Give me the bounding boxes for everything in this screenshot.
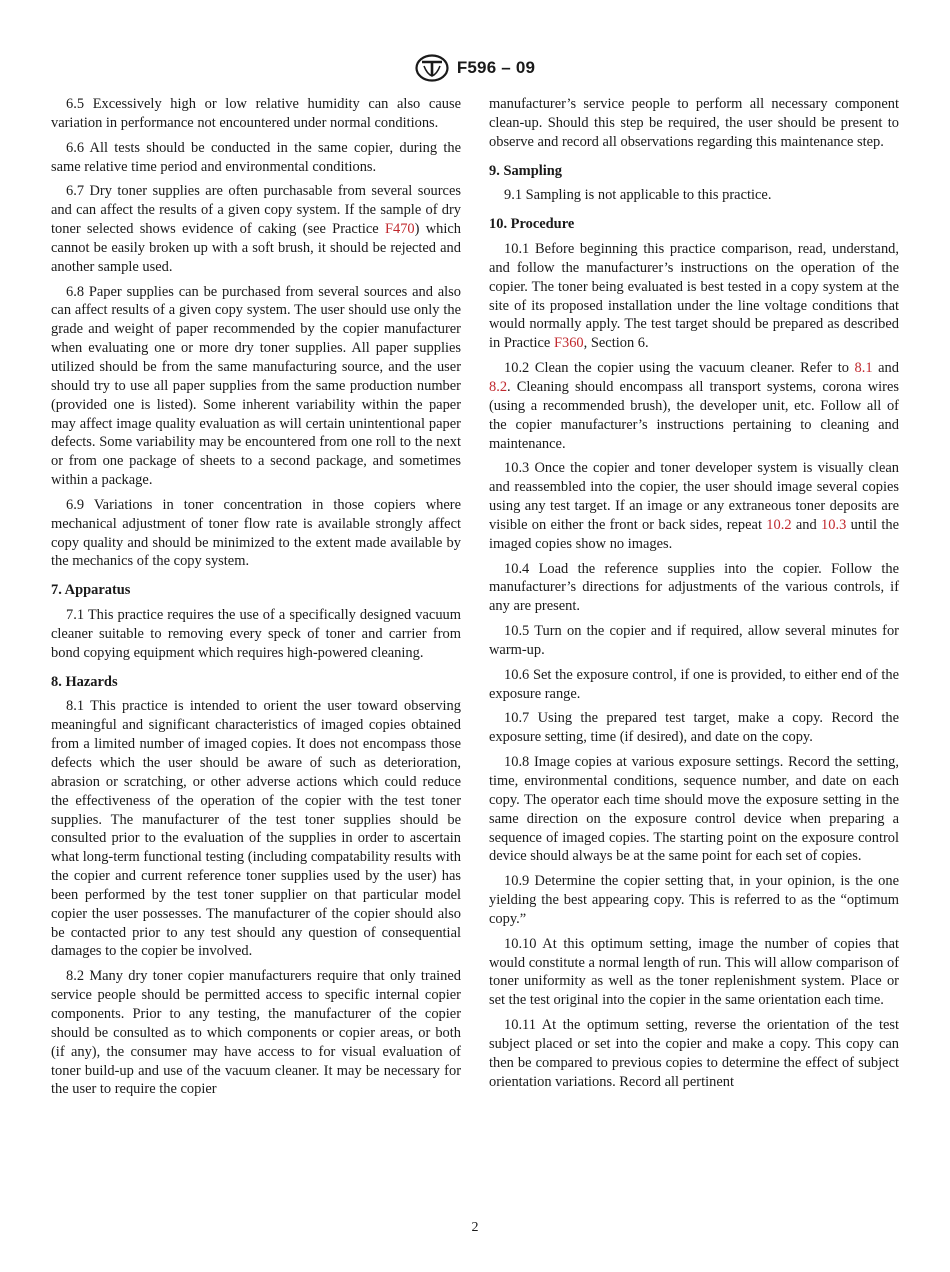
paragraph-text: . Cleaning should encompass all transport systems, corona wires (using a recommended brush), the developer unit, etc. Follow all of the copier manufacturer’s instructions pertaining to cleaning and maintenance. [489, 378, 899, 452]
section-8-1-link[interactable]: 8.1 [854, 360, 873, 377]
paragraph-text: 10.2 Clean the copier using the vacuum cleaner. Refer to [504, 360, 855, 377]
paragraph-text: 6.7 Dry toner supplies are often purchasable from several sources and can affect the results of a given copy system. If the sample of dry toner selected shows evidence of caking (see Practice [51, 183, 461, 238]
paragraph-6-6: 6.6 All tests should be conducted in the same copier, during the same relative time period and environmental conditions. [51, 139, 461, 175]
paragraph-10-2 [489, 359, 899, 453]
section-heading-sampling: 9. Sampling [489, 162, 563, 179]
paragraph-text: 10.1 Before beginning this practice comparison, read, understand, and follow the manufacturer’s instructions on the operation of the copier. The toner being evaluated is best tested in a copy system at the site of its proposed installation under the line voltage conditions that would normally apply. The test target should be prepared as described in Practice [489, 241, 899, 352]
paragraph-10-1 [489, 240, 899, 353]
paragraph-text: and [872, 360, 899, 377]
section-8-2-link[interactable]: 8.2 [489, 378, 508, 395]
practice-f470-link[interactable]: F470 [384, 221, 415, 238]
right-column [489, 95, 899, 1098]
paragraph-10-3 [489, 459, 899, 553]
paragraph-6-5: 6.5 Excessively high or low relative humidity can also cause variation in performance not encountered under normal conditions. [51, 96, 461, 131]
paragraph-10-6: 10.6 Set the exposure control, if one is provided, to either end of the exposure range. [489, 666, 899, 702]
paragraph-10-9: 10.9 Determine the copier setting that, in your opinion, is the one yielding the best appearing copy. This is referred to as the “optimum copy.” [489, 873, 899, 927]
paragraph-10-10: 10.10 At this optimum setting, image the number of copies that would constitute a normal length of run. This will allow comparison of toner uniformity as well as the toner replenishment system. Place or set the test original into the copier in the same orientation each time. [489, 935, 899, 1009]
paragraph-7-1: 7.1 This practice requires the use of a specifically designed vacuum cleaner suitable to removing every speck of toner and carrier from bond copying equipment which requires high-powered cleaning. [51, 607, 461, 661]
left-column [51, 95, 461, 1105]
paragraph-10-11: 10.11 At the optimum setting, reverse the orientation of the test subject placed or set into the copier and make a copy. This copy can then be compared to previous copies to determine the effect of subject orientation variations. Record all pertinent [489, 1017, 899, 1090]
page-header [0, 52, 950, 84]
section-10-2-link[interactable]: 10.2 [766, 516, 792, 533]
document-id: F596 – 09 [456, 58, 536, 77]
paragraph-text: until the imaged copies show no images. [489, 516, 900, 552]
paragraph-text: and [791, 516, 822, 533]
paragraph-10-8: 10.8 Image copies at various exposure settings. Record the setting, time, environmental conditions, sequence number, and date on each copy. The operator each time should move the exposure setting in the same direction on the exposure control device when preparing a sequence of imaged copies. The starting point on the exposure control device should always be at the same point for each set of copies. [489, 754, 899, 865]
paragraph-10-7: 10.7 Using the prepared test target, make a copy. Record the exposure setting, time (if desired), and date on the copy. [489, 710, 899, 746]
paragraph-10-5: 10.5 Turn on the copier and if required, allow several minutes for warm-up. [489, 623, 899, 658]
paragraph-text: ) which cannot be easily broken up with a soft brush, it should be rejected and another sample used. [51, 221, 461, 275]
paragraph-6-7 [51, 182, 461, 276]
paragraph-text: , Section 6. [583, 335, 649, 352]
section-heading-hazards: 8. Hazards [51, 673, 118, 690]
paragraph-text: 10.3 Once the copier and toner developer system is visually clean and reassembled into the copier, the user should image several copies using any test target. If an image or any extraneous toner deposits are visible on either the front or back sides, repeat [489, 460, 899, 533]
paragraph-6-8: 6.8 Paper supplies can be purchased from several sources and also can affect results of a given copy system. The user should use only the grade and weight of paper recommended by the copier manufacturer when evaluating one or more dry toner supplies. All paper supplies utilized should be from the same manufacturing source, and the user should try to use all paper supplies from the same production number (provided one is listed). Some inherent variability within the paper may affect image quality evaluation as will certain unintentional paper defects. Some variability may be encountered from one roll to the next or from one package of sheets to a second package, and sometimes within a package. [51, 283, 461, 489]
paragraph-9-1: 9.1 Sampling is not applicable to this practice. [504, 187, 772, 204]
section-10-3-link[interactable]: 10.3 [821, 516, 847, 533]
paragraph-8-2: 8.2 Many dry toner copier manufacturers require that only trained service people should be permitted access to specific internal copier components. Prior to any testing, the manufacturer of the copier should be consulted as to which components or copier areas, or both (if any), the consumer may have access to for visual evaluation of toner build-up and use of the vacuum cleaner. It may be necessary for the user to require the copier [51, 968, 461, 1098]
astm-logo-icon [415, 54, 449, 82]
paragraph-10-4: 10.4 Load the reference supplies into the copier. Follow the manufacturer’s directions for adjustments of the various controls, if any are present. [489, 560, 899, 615]
paragraph-6-9: 6.9 Variations in toner concentration in those copiers where mechanical adjustment of toner flow rate is available strongly affect copy quality and should be minimized to the extent made available by the mechanics of the copy system. [51, 496, 461, 570]
section-heading-procedure: 10. Procedure [489, 216, 575, 233]
paragraph-8-2-continued: manufacturer’s service people to perform all necessary component clean-up. Should this step be required, the user should be present to observe and record all observations regarding this maintenance step. [489, 96, 899, 150]
paragraph-8-1: 8.1 This practice is intended to orient the user toward observing meaningful and significant characteristics of imaged copies obtained from a limited number of imaged copies. It does not encompass those defects which the user should be aware of such as deterioration, abrasion or scratching, or other adverse actions which could reduce the effectiveness of the operation of the copier with the test toner supplies. The manufacturer of the test toner supplies should be consulted prior to the evaluation of the supplies in order to ascertain what long-term functional testing (including compatability results with the copier and current reference toner supplies used by the user) has been performed by the test toner supplier on that particular model copier the user possesses. The manufacturer of the copier should also be contacted prior to any test should any question of consequential damages to the copier be involved. [51, 698, 461, 960]
section-heading-apparatus: 7. Apparatus [51, 582, 131, 599]
page-number: 2 [471, 1220, 479, 1235]
practice-f360-link[interactable]: F360 [553, 335, 584, 352]
